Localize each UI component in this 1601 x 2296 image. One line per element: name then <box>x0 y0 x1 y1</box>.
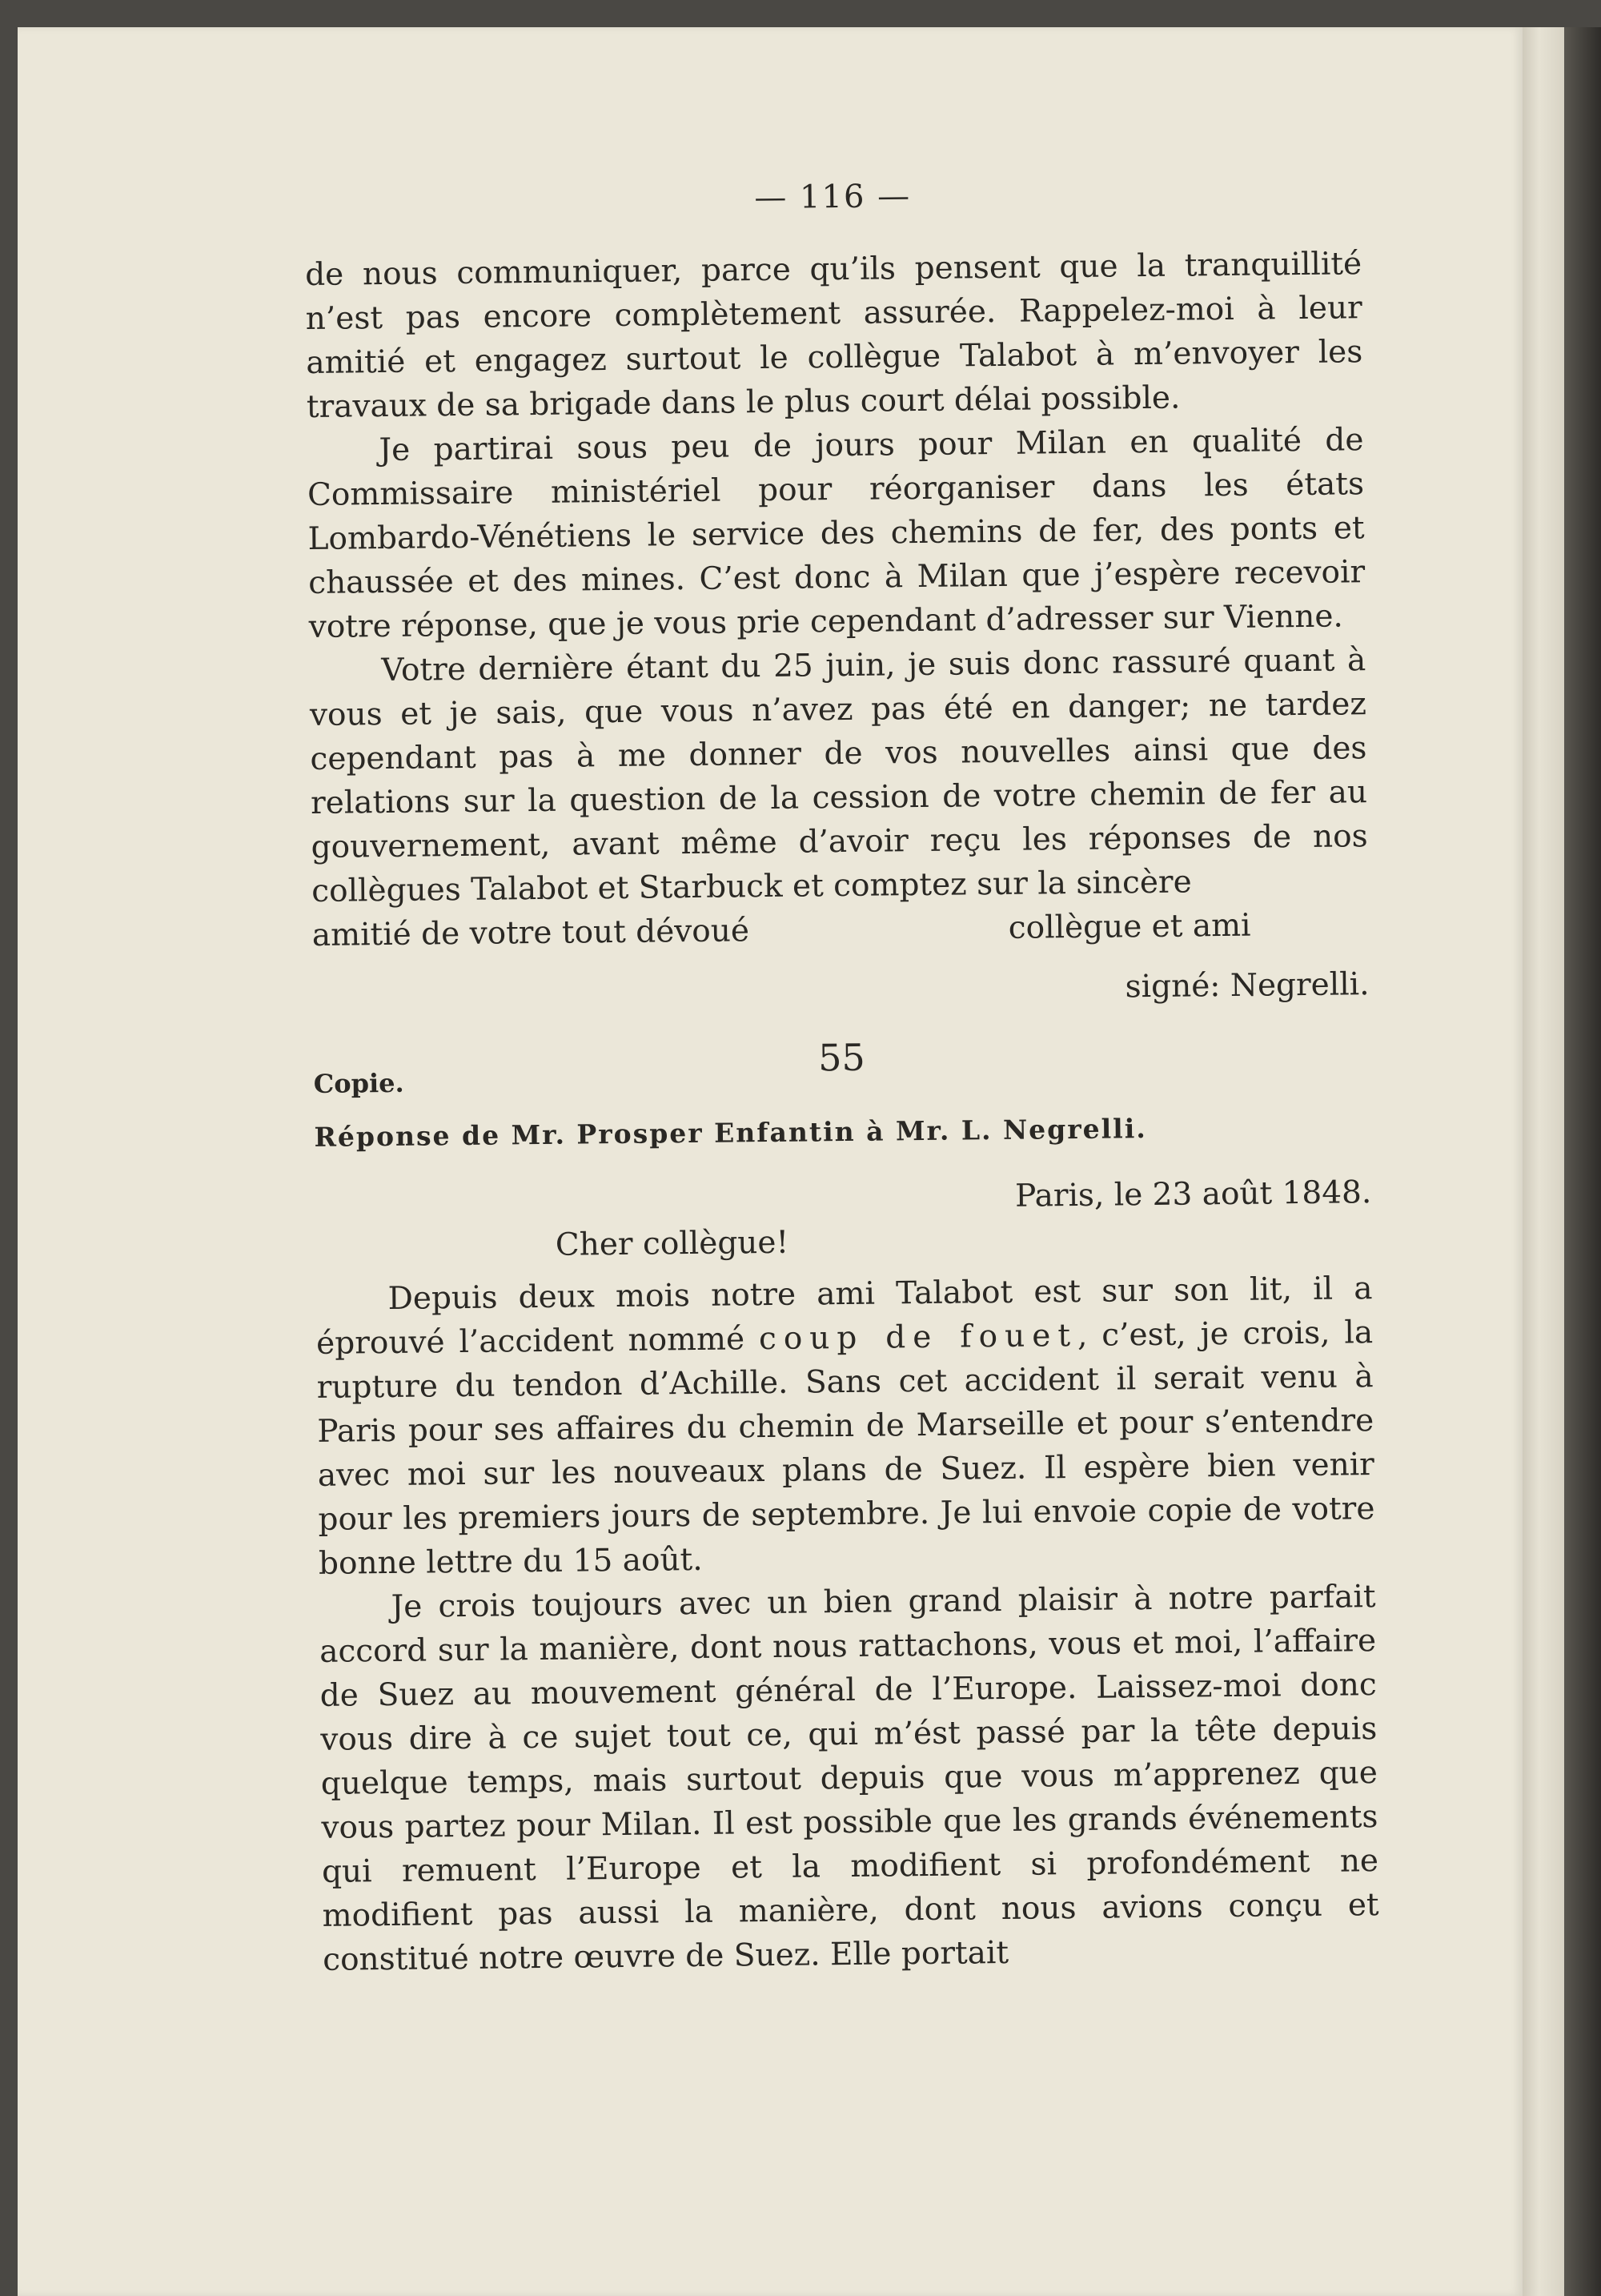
binding-shadow <box>1564 27 1601 2296</box>
page-edge <box>1523 27 1564 2296</box>
paragraph-milan: Je partirai sous peu de jours pour Milan en qualité de Commissaire ministériel pour réorganiser dans les états Lombardo-Vénétiens le service des chemins de fer, des ponts et chaussée et des mines. C’est donc à Milan que j’espère recevoir votre réponse, que je vous prie cependant d’adresser sur Vienne. <box>307 422 1366 645</box>
paragraph-continued: de nous communiquer, parce qu’ils pensent que la tranquillité n’est pas encore complètement assurée. Rappelez-moi à leur amitié et engagez surtout le collègue Talabot à m’envoyer les travaux de sa brigade dans le plus court délai possible. <box>304 246 1363 425</box>
paragraph-talabot-start: Depuis deux mois notre ami Talabot est sur son lit, il a éprouvé l’accident nommé <box>315 1270 1373 1362</box>
section-number: 55 <box>817 1035 866 1080</box>
page-text <box>304 173 1379 1982</box>
closing-left: amitié de votre tout dévoué <box>311 913 750 953</box>
letter-subject: Réponse de Mr. Prosper Enfantin à Mr. L. Negrelli. <box>314 1113 1147 1153</box>
dateline: Paris, le 23 août 1848. <box>1014 1174 1372 1214</box>
paragraph-suez: Je crois toujours avec un bien grand plaisir à notre parfait accord sur la manière, dont nous rattachons, vous et moi, l’affaire de Suez au mouvement général de l’Europe. Laissez-moi donc vous dire à ce sujet tout ce, qui m’ést passé par la tête depuis quelque temps, mais surtout depuis que vous m’apprenez que vous partez pour Milan. Il est possible que les grands événements qui remuent l’Europe et la modifient si profondément ne modifient pas aussi la manière, dont nous avions conçu et constitué notre œuvre de Suez. Elle portait <box>319 1579 1379 1978</box>
page-number-header: — 116 — <box>754 178 912 217</box>
emphasized-term: coup de fouet <box>758 1317 1078 1358</box>
closing-right: collègue et ami <box>1008 907 1251 946</box>
paragraph-talabot <box>315 1266 1375 1586</box>
signature: signé: Negrelli. <box>1125 966 1370 1006</box>
salutation: Cher collègue! <box>555 1224 789 1263</box>
section-heading <box>313 1030 1370 1106</box>
paragraph-talabot-end: , c’est, je crois, la rupture du tendon d’Achille. Sans cet accident il serait venu à Paris pour ses affaires du chemin de Marseille et pour s’entendre avec moi sur les nouveaux plans de Suez. Il espère bien venir pour les premiers jours de septembre. Je lui envoie copie de votre bonne lettre du 15 août. <box>316 1315 1375 1582</box>
copy-label: Copie. <box>313 1067 404 1099</box>
paragraph-june: Votre dernière étant du 25 juin, je suis donc rassuré quant à vous et je sais, que vous n’avez pas été en danger; ne tardez cependant pas à me donner de vos nouvelles ainsi que des relations sur la question de la cession de votre chemin de fer au gouvernement, avant même d’avoir reçu les réponses de nos collègues Talabot et Starbuck et comptez sur la sincère <box>309 642 1368 909</box>
